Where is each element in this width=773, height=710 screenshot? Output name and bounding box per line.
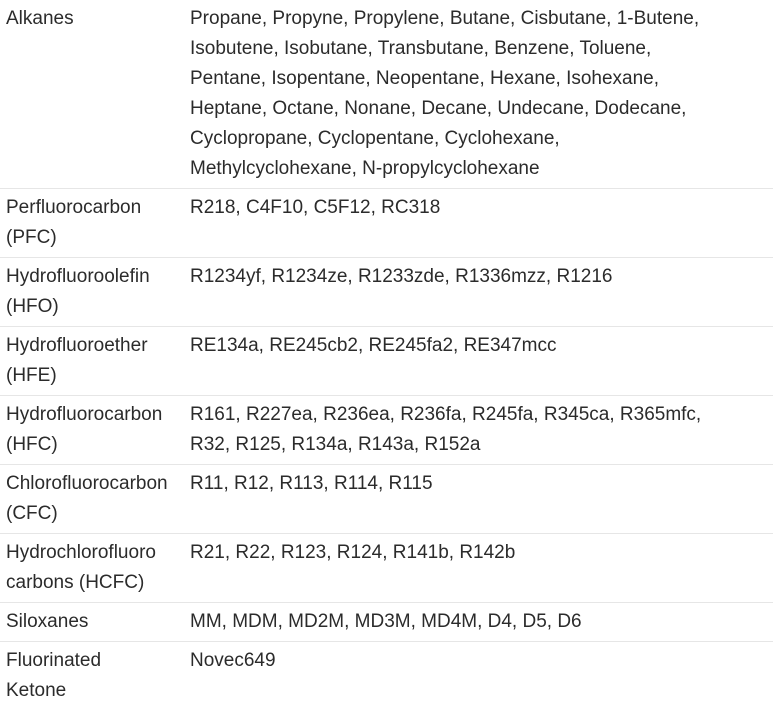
- table-row-hfc: [0, 400, 773, 465]
- fluids-cell: MM, MDM, MD2M, MD3M, MD4M, D4, D5, D6: [190, 611, 582, 632]
- fluids-cell: R21, R22, R123, R124, R141b, R142b: [190, 542, 516, 563]
- category-cell: Chlorofluorocarbon (CFC): [6, 473, 168, 524]
- table-row-hfo: [0, 262, 773, 327]
- category-cell: Alkanes: [6, 8, 74, 29]
- category-cell: Perfluorocarbon (PFC): [6, 197, 142, 248]
- category-cell: Siloxanes: [6, 611, 89, 632]
- category-cell: Hydrofluoroolefin (HFO): [6, 266, 150, 317]
- table-row-cfc: [0, 469, 773, 534]
- fluids-cell: R1234yf, R1234ze, R1233zde, R1336mzz, R1216: [190, 266, 613, 287]
- fluids-cell: R11, R12, R113, R114, R115: [190, 473, 433, 494]
- category-cell: Hydrofluoroether (HFE): [6, 335, 148, 386]
- table-row-hcfc: [0, 538, 773, 603]
- fluids-cell: Novec649: [190, 650, 276, 671]
- fluids-cell: RE134a, RE245cb2, RE245fa2, RE347mcc: [190, 335, 557, 356]
- table-row-fluorinated-ketone: [0, 646, 773, 710]
- category-cell: Hydrofluorocarbon (HFC): [6, 404, 163, 455]
- fluids-cell: R218, C4F10, C5F12, RC318: [190, 197, 441, 218]
- table-row-pfc: [0, 193, 773, 258]
- category-cell: Hydrochlorofluoro carbons (HCFC): [6, 542, 156, 593]
- fluids-cell: R161, R227ea, R236ea, R236fa, R245fa, R345ca, R365mfc, R32, R125, R134a, R143a, R152a: [190, 404, 702, 455]
- table-row-alkanes: [0, 4, 773, 189]
- table-row-hfe: [0, 331, 773, 396]
- table-row-siloxanes: [0, 607, 773, 642]
- fluids-cell: Propane, Propyne, Propylene, Butane, Cisbutane, 1-Butene, Isobutene, Isobutane, Transbutane, Benzene, Toluene, Pentane, Isopentane, Neopentane, Hexane, Isohexane, Heptane, Octane, Nonane, Decane, Undecane, Dodecane, Cyclopropane, Cyclopentane, Cyclohexane, Methylcyclohexane, N-propylcyclohexane: [190, 8, 700, 179]
- category-cell: Fluorinated Ketone: [6, 650, 102, 701]
